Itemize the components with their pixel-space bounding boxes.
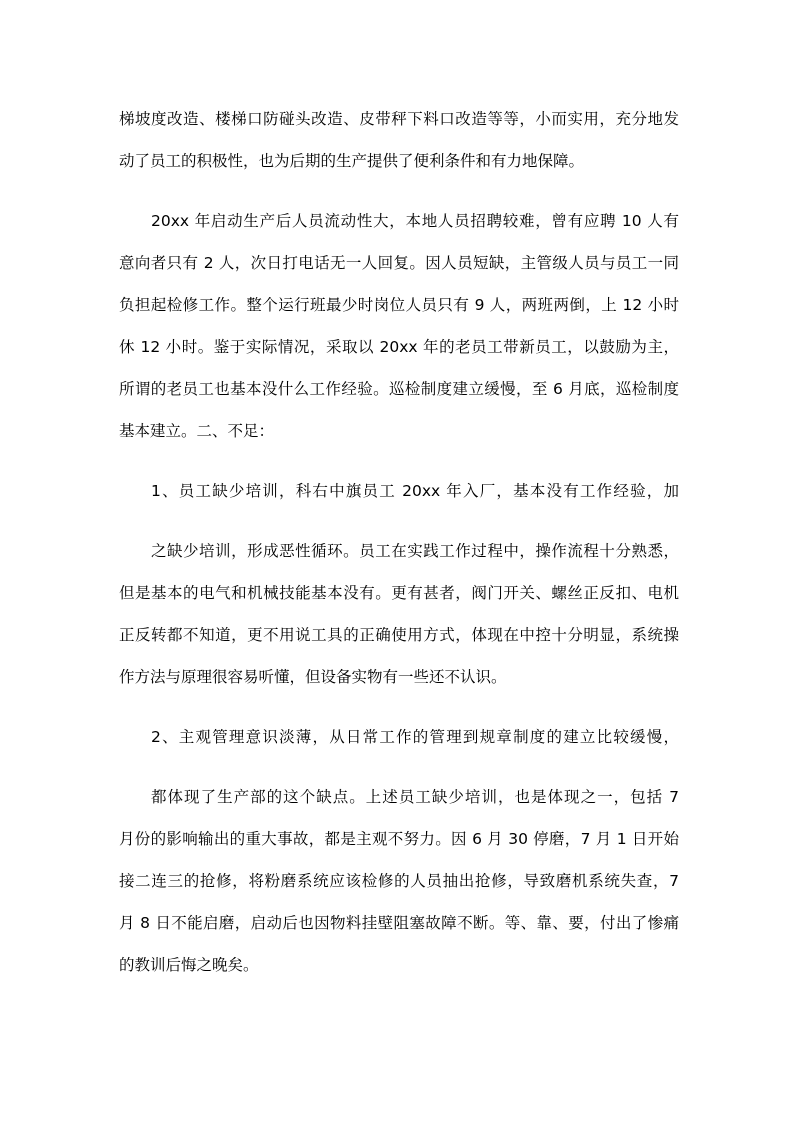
text-line: 基本建立。二、不足： [119, 422, 275, 440]
text-line: 正反转都不知道，更不用说工具的正确使用方式，体现在中控十分明显，系统操 [119, 626, 679, 644]
text-line: 意向者只有 2 人，次日打电话无一人回复。因人员短缺，主管级人员与员工一同 [119, 254, 679, 272]
text-line: 接二连三的抢修，将粉磨系统应该检修的人员抽出抢修，导致磨机系统失查，7 [119, 872, 679, 890]
text-line: 2、主观管理意识淡薄，从日常工作的管理到规章制度的建立比较缓慢， [151, 728, 679, 746]
text-line: 动了员工的积极性，也为后期的生产提供了便利条件和有力地保障。 [119, 152, 585, 170]
text-line: 但是基本的电气和机械技能基本没有。更有甚者，阀门开关、螺丝正反扣、电机 [119, 584, 679, 602]
text-line: 都体现了生产部的这个缺点。上述员工缺少培训，也是体现之一，包括 7 [151, 788, 679, 806]
text-line: 作方法与原理很容易听懂，但设备实物有一些还不认识。 [119, 668, 507, 686]
text-line: 负担起检修工作。整个运行班最少时岗位人员只有 9 人，两班两倒，上 12 小时 [119, 296, 679, 314]
text-line: 休 12 小时。鉴于实际情况，采取以 20xx 年的老员工带新员工，以鼓励为主， [119, 338, 679, 356]
text-line: 的教训后悔之晚矣。 [119, 956, 259, 974]
text-line: 1、员工缺少培训，科右中旗员工 20xx 年入厂，基本没有工作经验，加 [151, 482, 679, 500]
text-line: 月份的影响输出的重大事故，都是主观不努力。因 6 月 30 停磨，7 月 1 日开始 [119, 830, 679, 848]
text-line: 所谓的老员工也基本没什么工作经验。巡检制度建立缓慢，至 6 月底，巡检制度 [119, 380, 679, 398]
text-line: 20xx 年启动生产后人员流动性大，本地人员招聘较难，曾有应聘 10 人有 [151, 212, 679, 230]
text-line: 梯坡度改造、楼梯口防碰头改造、皮带秤下料口改造等等，小而实用，充分地发 [119, 110, 679, 128]
text-line: 之缺少培训，形成恶性循环。员工在实践工作过程中，操作流程十分熟悉， [151, 542, 679, 560]
text-line: 月 8 日不能启磨，启动后也因物料挂壁阻塞故障不断。等、靠、要，付出了惨痛 [119, 914, 679, 932]
